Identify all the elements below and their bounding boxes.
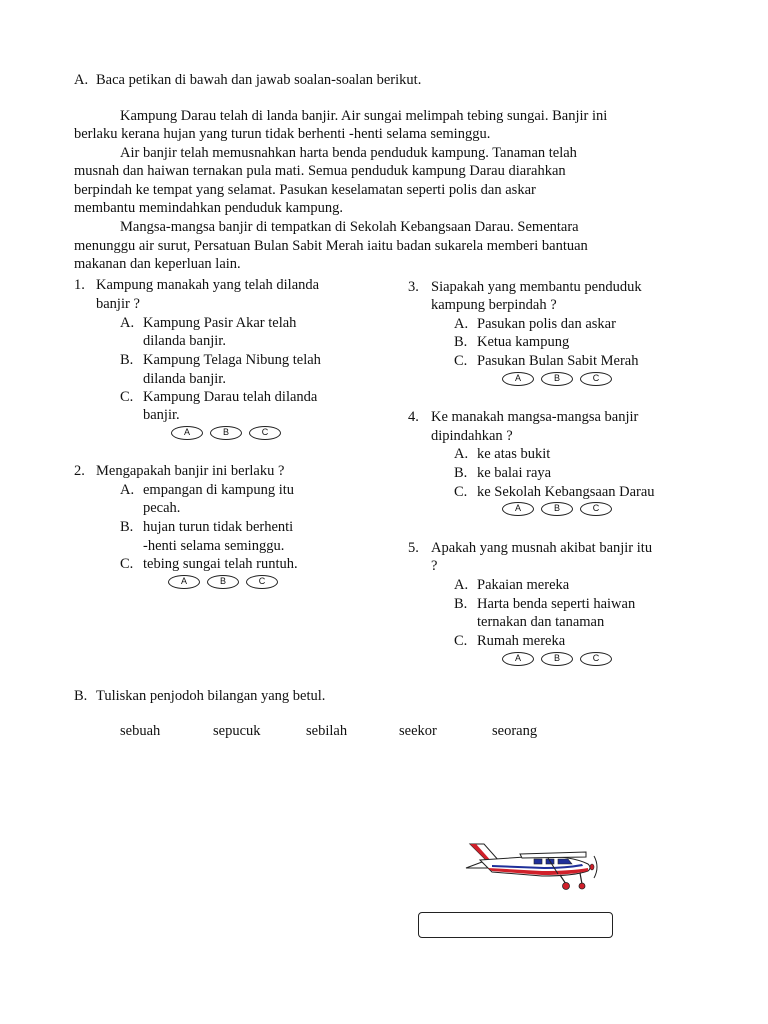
option-text: dilanda banjir. bbox=[143, 371, 226, 387]
passage-line: Air banjir telah memusnahkan harta benda penduduk kampung. Tanaman telah bbox=[120, 145, 577, 161]
passage-line: berlaku kerana hujan yang turun tidak berhenti -henti selama seminggu. bbox=[74, 126, 491, 142]
option-label: A. bbox=[120, 315, 135, 331]
section-a-instruction: Baca petikan di bawah dan jawab soalan-soalan berikut. bbox=[96, 72, 422, 88]
answer-bubble-c[interactable]: C bbox=[580, 502, 612, 516]
option-text: hujan turun tidak berhenti bbox=[143, 519, 294, 535]
option-label: C. bbox=[454, 633, 468, 649]
option-text: tebing sungai telah runtuh. bbox=[143, 556, 298, 572]
answer-bubble-b[interactable]: B bbox=[207, 575, 239, 589]
passage-line: berpindah ke tempat yang selamat. Pasukan keselamatan seperti polis dan askar bbox=[74, 182, 536, 198]
option-text: ke balai raya bbox=[477, 465, 552, 481]
option-text: Rumah mereka bbox=[477, 633, 566, 649]
question-text: ? bbox=[431, 558, 438, 574]
option-label: A. bbox=[454, 316, 469, 332]
question-text: kampung berpindah ? bbox=[431, 297, 557, 313]
question-number: 4. bbox=[408, 409, 419, 425]
passage-line: makanan dan keperluan lain. bbox=[74, 256, 241, 272]
option-text: dilanda banjir. bbox=[143, 333, 226, 349]
question-number: 3. bbox=[408, 279, 419, 295]
option-text: ternakan dan tanaman bbox=[477, 614, 605, 630]
option-text: Pakaian mereka bbox=[477, 577, 570, 593]
option-text: -henti selama seminggu. bbox=[143, 538, 285, 554]
question-text: Ke manakah mangsa-mangsa banjir bbox=[431, 409, 639, 425]
option-label: C. bbox=[120, 389, 134, 405]
option-text: pecah. bbox=[143, 500, 181, 516]
section-a-marker: A. bbox=[74, 72, 89, 88]
airplane-illustration bbox=[462, 838, 602, 896]
option-text: banjir. bbox=[143, 407, 180, 423]
answer-bubble-a[interactable]: A bbox=[171, 426, 203, 440]
option-label: B. bbox=[454, 334, 468, 350]
section-b-instruction: Tuliskan penjodoh bilangan yang betul. bbox=[96, 688, 326, 704]
option-text: ke Sekolah Kebangsaan Darau bbox=[477, 484, 655, 500]
option-text: ke atas bukit bbox=[477, 446, 551, 462]
option-label: B. bbox=[454, 596, 468, 612]
option-label: A. bbox=[454, 577, 469, 593]
answer-bubble-b[interactable]: B bbox=[541, 502, 573, 516]
word-option: sebilah bbox=[306, 723, 348, 739]
answer-bubble-c[interactable]: C bbox=[246, 575, 278, 589]
answer-bubble-c[interactable]: C bbox=[249, 426, 281, 440]
passage-line: musnah dan haiwan ternakan pula mati. Semua penduduk kampung Darau diarahkan bbox=[74, 163, 566, 179]
option-text: Pasukan polis dan askar bbox=[477, 316, 616, 332]
passage-line: membantu memindahkan penduduk kampung. bbox=[74, 200, 344, 216]
section-b-marker: B. bbox=[74, 688, 88, 704]
option-label: B. bbox=[120, 352, 134, 368]
option-text: Pasukan Bulan Sabit Merah bbox=[477, 353, 639, 369]
word-option: sebuah bbox=[120, 723, 161, 739]
option-label: A. bbox=[454, 446, 469, 462]
question-number: 1. bbox=[74, 277, 85, 293]
answer-bubble-c[interactable]: C bbox=[580, 372, 612, 386]
answer-box[interactable] bbox=[418, 912, 613, 938]
question-number: 2. bbox=[74, 463, 85, 479]
option-text: Kampung Darau telah dilanda bbox=[143, 389, 318, 405]
option-text: empangan di kampung itu bbox=[143, 482, 295, 498]
option-label: C. bbox=[120, 556, 134, 572]
option-label: C. bbox=[454, 353, 468, 369]
question-text: Apakah yang musnah akibat banjir itu bbox=[431, 540, 653, 556]
option-text: Harta benda seperti haiwan bbox=[477, 596, 636, 612]
option-label: A. bbox=[120, 482, 135, 498]
word-option: sepucuk bbox=[213, 723, 261, 739]
question-text: Siapakah yang membantu penduduk bbox=[431, 279, 642, 295]
answer-bubble-a[interactable]: A bbox=[502, 372, 534, 386]
passage-line: menunggu air surut, Persatuan Bulan Sabit Merah iaitu badan sukarela memberi bantuan bbox=[74, 238, 588, 254]
answer-bubble-a[interactable]: A bbox=[502, 652, 534, 666]
option-label: B. bbox=[120, 519, 134, 535]
answer-bubble-a[interactable]: A bbox=[502, 502, 534, 516]
option-text: Ketua kampung bbox=[477, 334, 570, 350]
question-text: Kampung manakah yang telah dilanda bbox=[96, 277, 320, 293]
answer-bubble-b[interactable]: B bbox=[210, 426, 242, 440]
word-option: seekor bbox=[399, 723, 437, 739]
answer-bubble-b[interactable]: B bbox=[541, 372, 573, 386]
passage-line: Kampung Darau telah di landa banjir. Air sungai melimpah tebing sungai. Banjir ini bbox=[120, 108, 608, 124]
question-text: Mengapakah banjir ini berlaku ? bbox=[96, 463, 285, 479]
option-label: C. bbox=[454, 484, 468, 500]
answer-bubble-c[interactable]: C bbox=[580, 652, 612, 666]
word-option: seorang bbox=[492, 723, 538, 739]
question-number: 5. bbox=[408, 540, 419, 556]
question-text: banjir ? bbox=[96, 296, 140, 312]
passage-line: Mangsa-mangsa banjir di tempatkan di Sekolah Kebangsaan Darau. Sementara bbox=[120, 219, 579, 235]
answer-bubble-b[interactable]: B bbox=[541, 652, 573, 666]
option-text: Kampung Telaga Nibung telah bbox=[143, 352, 321, 368]
question-text: dipindahkan ? bbox=[431, 428, 513, 444]
option-label: B. bbox=[454, 465, 468, 481]
option-text: Kampung Pasir Akar telah bbox=[143, 315, 297, 331]
answer-bubble-a[interactable]: A bbox=[168, 575, 200, 589]
